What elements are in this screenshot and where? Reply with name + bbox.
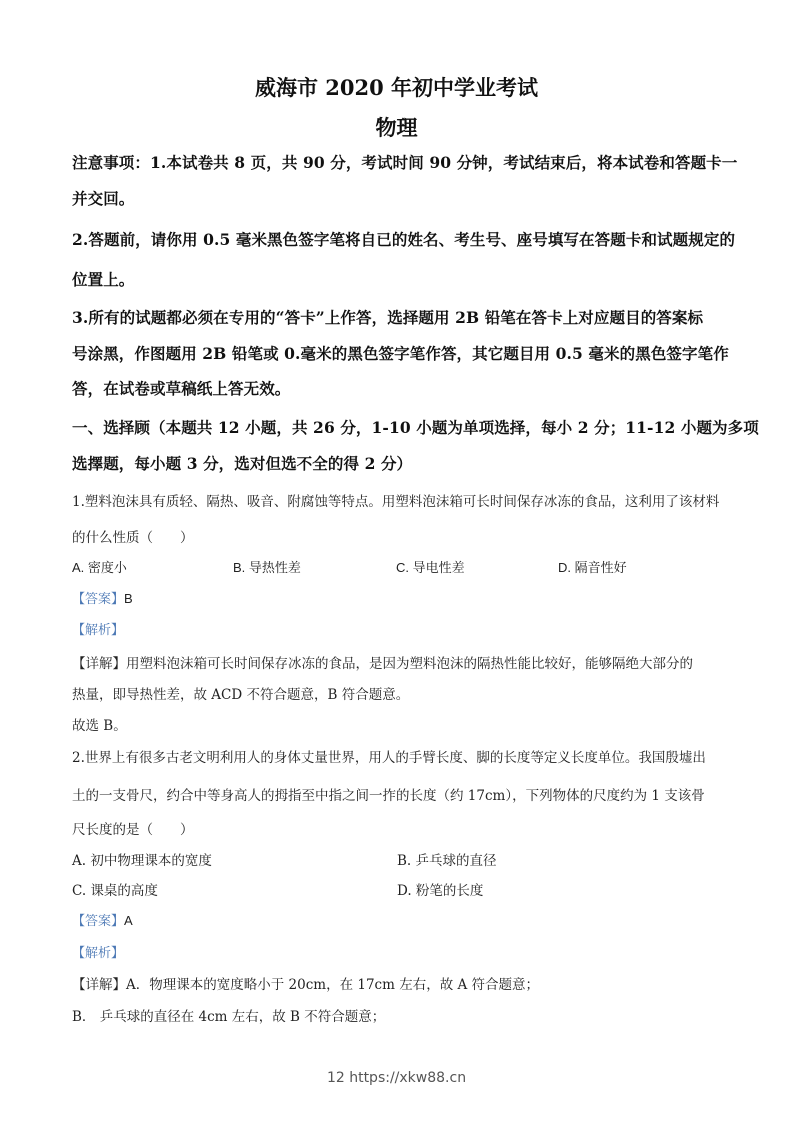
answer-label: 【答案】 (72, 913, 125, 928)
option-c: C. 导电性差 (396, 560, 465, 575)
answer-row (72, 588, 133, 607)
detail-label: 【详解】 (72, 656, 126, 672)
question-stem: 尺长度的是（ ） (72, 822, 194, 838)
exam-title: 威海市 2020 年初中学业考试 (254, 75, 539, 100)
option-b: B. 导热性差 (233, 560, 301, 575)
option-a: A. 初中物理课本的宽度 (72, 853, 212, 869)
answer-value: A (124, 913, 133, 928)
detail-line: B． 乒乓球的直径在 4cm 左右，故 B 不符合题意； (72, 1009, 386, 1025)
instruction-line: 3.所有的试题都必须在专用的“答卡”上作答，选择题用 2B 铅笔在答卡上对应题目的答案标 (72, 308, 704, 327)
instruction-line: 注意事项：1.本试卷共 8 页，共 90 分，考试时间 90 分钟，考试结束后，将本试卷和答题卡一 (72, 153, 738, 172)
instruction-line: 并交回。 (72, 189, 135, 208)
answer-row (72, 910, 133, 929)
detail-text: A．物理课本的宽度略小于 20cm，在 17cm 左右，故 A 符合题意； (126, 977, 540, 993)
analysis-label: 【解析】 (72, 622, 125, 637)
question-stem: 土的一支骨尺，约合中等身高人的拇指至中指之间一拃的长度（约 17cm），下列物体的尺度约为 1 支该骨 (72, 788, 705, 804)
answer-label: 【答案】 (72, 591, 125, 606)
section-line: 一、选择顾（本题共 12 小题，共 26 分，1-10 小题为单项选择，每小 2 分；11-12 小题为多项 (72, 418, 759, 437)
question-stem: 1.塑料泡沫具有质轻、隔热、吸音、附腐蚀等特点。用塑料泡沫箱可长时间保存冰冻的食品，这利用了该材料 (72, 494, 720, 510)
instruction-line: 答，在试卷或草稿纸上答无效。 (72, 379, 291, 398)
question-stem: 2.世界上有很多古老文明利用人的身体丈量世界，用人的手臂长度、脚的长度等定义长度单位。我国殷墟出 (72, 750, 706, 766)
option-b: B. 乒乓球的直径 (397, 853, 497, 869)
option-a: A. 密度小 (72, 560, 127, 575)
detail-text: 用塑料泡沫箱可长时间保存冰冻的食品，是因为塑料泡沫的隔热性能比较好，能够隔绝大部分的 (126, 656, 693, 672)
answer-value: B (124, 591, 133, 606)
conclusion: 故选 B。 (72, 718, 127, 734)
question-stem: 的什么性质（ ） (72, 530, 194, 546)
instruction-line: 位置上。 (72, 270, 135, 289)
instruction-line: 号涂黑，作图题用 2B 铅笔或 0.毫米的黑色签字笔作答，其它题目用 0.5 毫米的黑色签字笔作 (72, 344, 729, 363)
option-d: D. 隔音性好 (558, 560, 627, 575)
detail-label: 【详解】 (72, 977, 126, 993)
detail-line: 热量，即导热性差，故 ACD 不符合题意，B 符合题意。 (72, 687, 410, 703)
option-d: D. 粉笔的长度 (397, 883, 484, 899)
detail-line (72, 973, 539, 993)
section-line: 选擇题，每小题 3 分，选对但选不全的得 2 分） (72, 454, 413, 473)
subject-title: 物理 (375, 115, 418, 140)
detail-line (72, 652, 693, 672)
instruction-line: 2.答题前，请你用 0.5 毫米黑色签字笔将自已的姓名、考生号、座号填写在答题卡和试题规定的 (72, 230, 736, 249)
analysis-label: 【解析】 (72, 945, 125, 960)
option-c: C. 课桌的高度 (72, 883, 158, 899)
page-footer: 12 https://xkw88.cn (326, 1070, 467, 1086)
